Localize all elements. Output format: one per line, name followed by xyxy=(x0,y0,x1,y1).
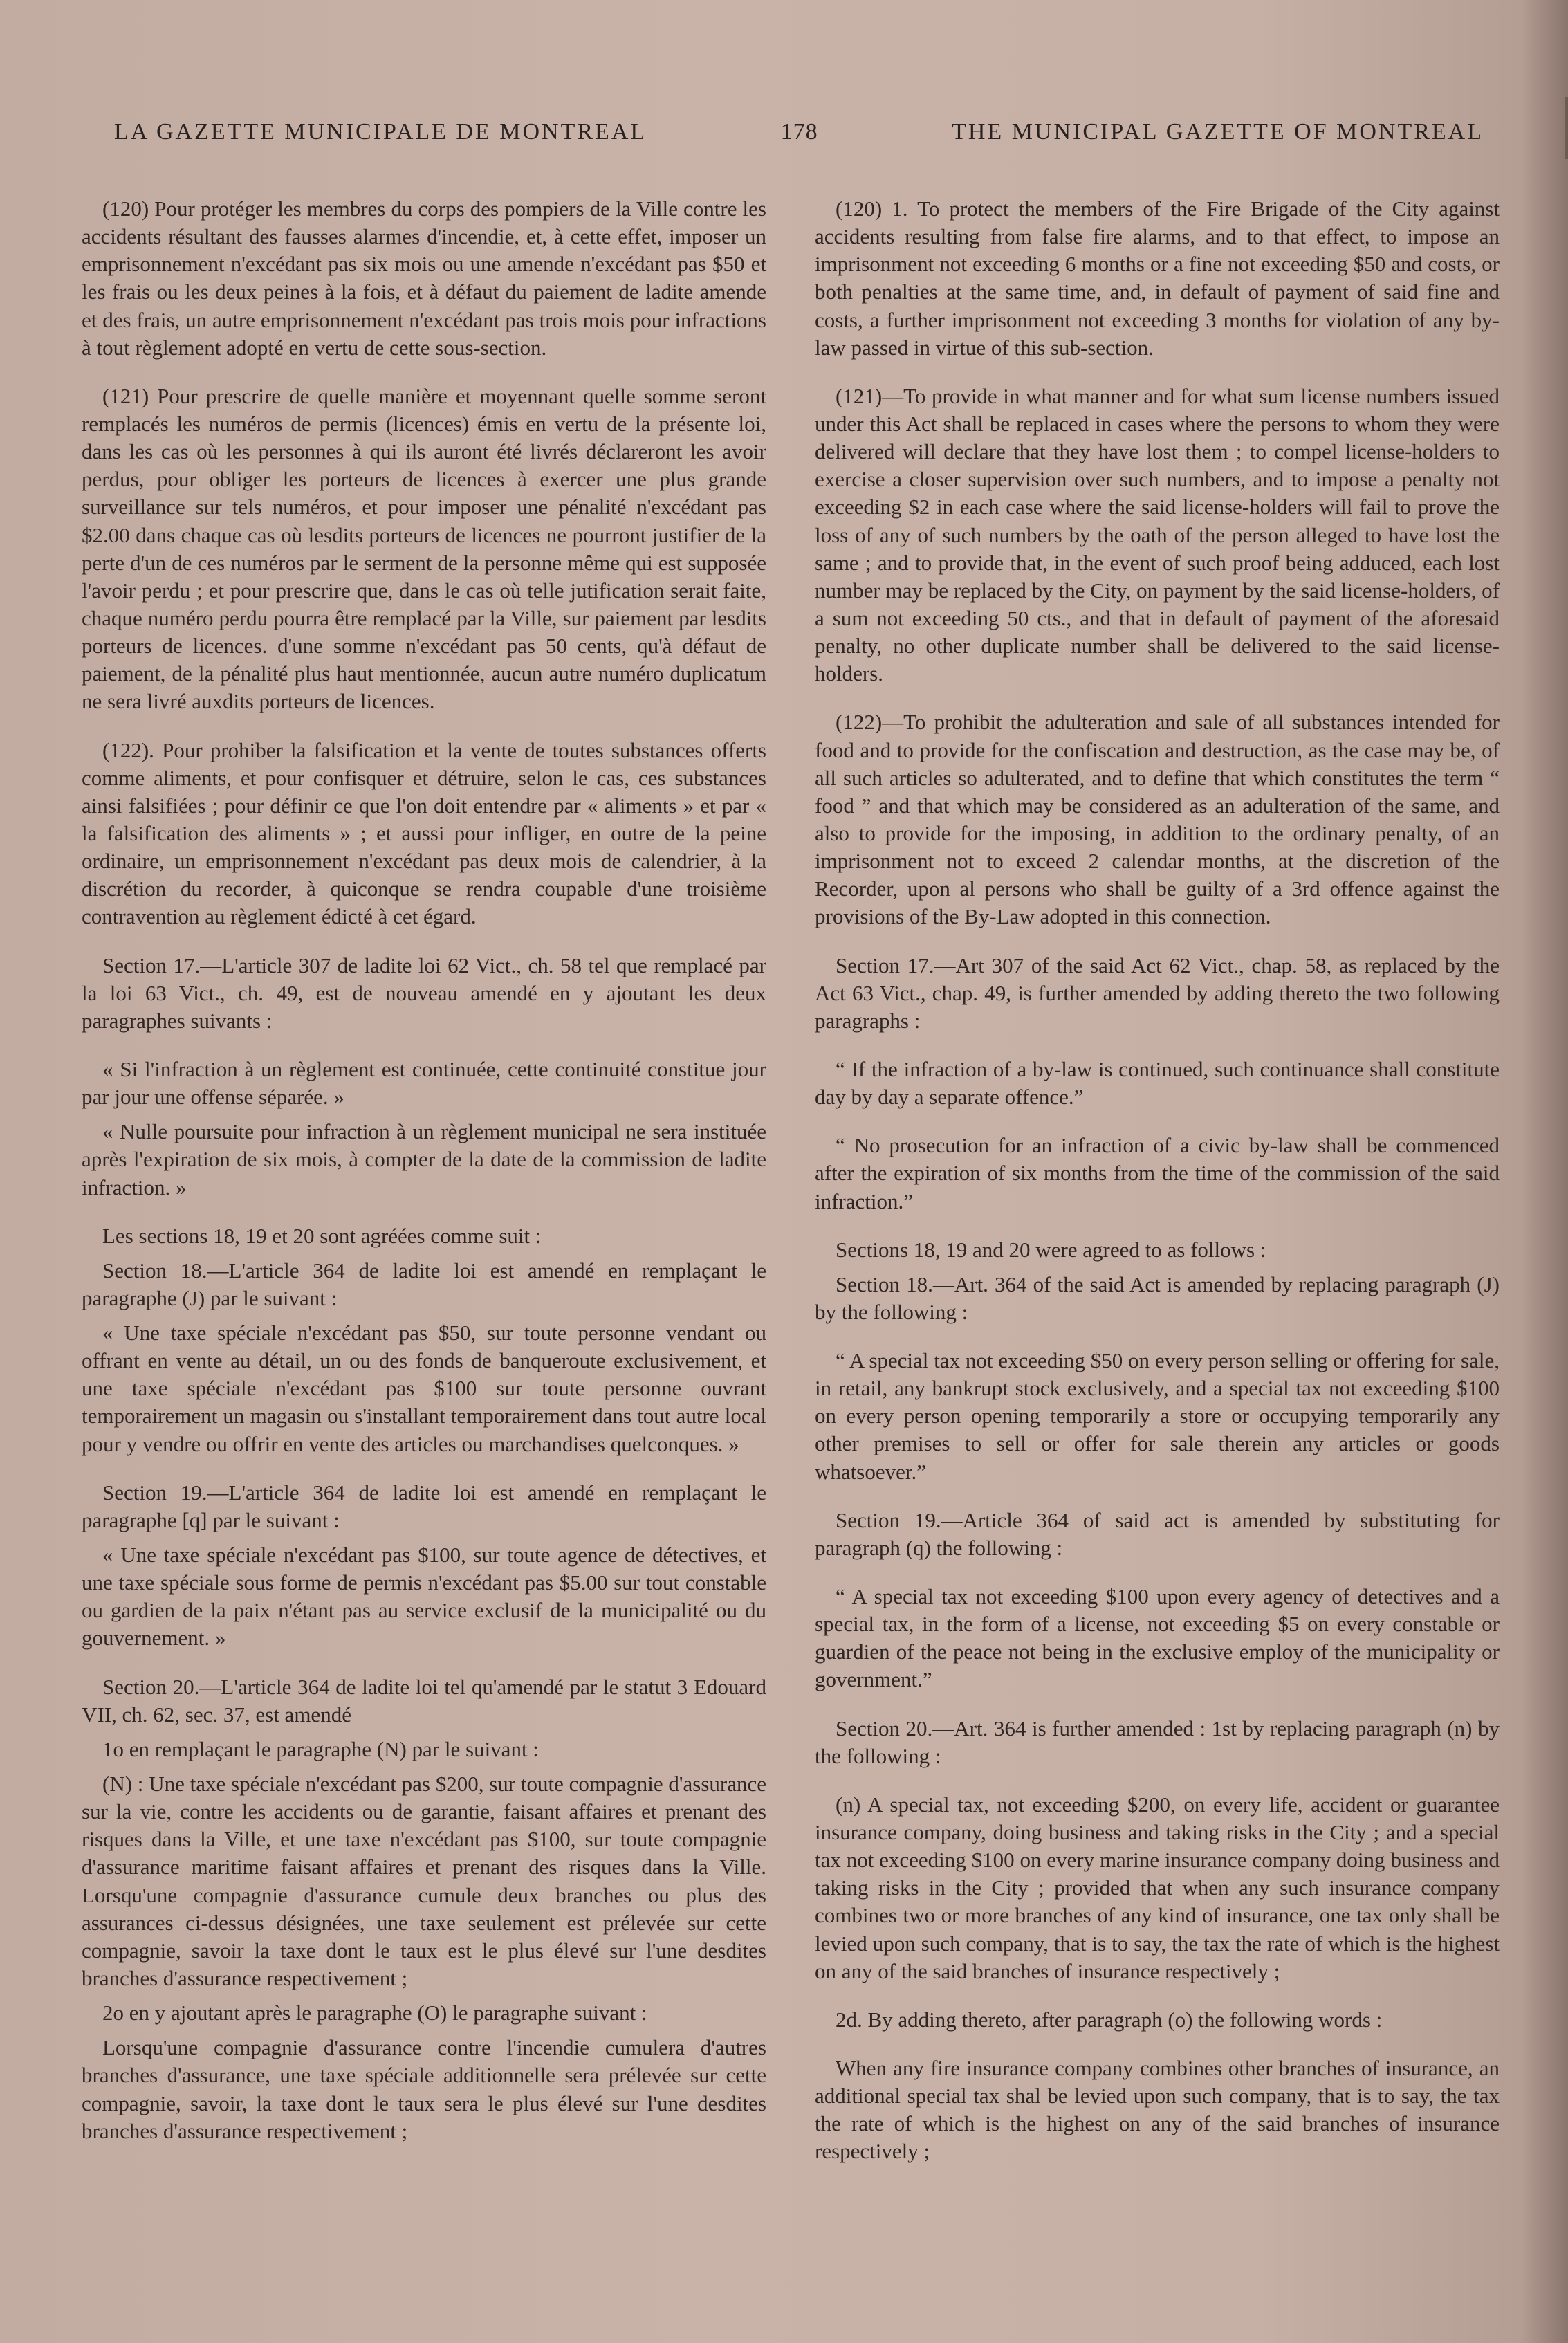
english-section-19: Section 19.—Article 364 of said act is amended by substituting for paragraph (q) the following : xyxy=(815,1507,1500,1560)
french-paragraph-n: (N) : Une taxe spéciale n'excédant pas $200, sur toute compagnie d'assurance sur la vie, contre les accidents ou de garantie, faisant affaires et prenant des risques dans la Ville, et une taxe n'excédant pas $100, sur toute compagnie d'assurance maritime faisant affaires et prenant des risques dans la Ville. Lorsqu'une compagnie d'assurance cumule deux branches ou plus des assurances ci-dessus désignées, une taxe seulement est prélevée sur cette compagnie, savoir la taxe dont le taux est le plus élevé sur l'une desdites branches d'assurance respectivement ; xyxy=(82,1772,766,1991)
english-section-19-text: “ A special tax not exceeding $100 upon every agency of detectives and a special tax, in the form of a license, not exceeding $5 on every constable or guardien of the peace not being in the exclusive employ of the municipality or government.” xyxy=(815,1584,1500,1692)
header-french-title: LA GAZETTE MUNICIPALE DE MONTREAL xyxy=(114,119,647,145)
english-column xyxy=(815,195,1500,2173)
english-fire-insurance: When any fire insurance company combines other branches of insurance, an additional special tax shal be levied upon such company, that is to say, the tax the rate of which is the highest on any of the said branches of insurance respectively ; xyxy=(815,2056,1500,2164)
french-quote-2: « Nulle poursuite pour infraction à un règlement municipal ne sera instituée après l'expiration de six mois, à compter de la date de la commission de ladite infraction. » xyxy=(82,1119,766,1200)
french-sections-intro: Les sections 18, 19 et 20 sont agréées comme suit : xyxy=(102,1223,542,1248)
english-paragraph-122: (122)—To prohibit the adulteration and sale of all substances intended for food and to provide for the confiscation and destruction, as the case may be, of all such articles so adulterated, and to define that which constitutes the term “ food ” and that which may be considered as an adulteration of the same, and also to provide for the imposing, in addition to the ordinary penalty, of an imprisonment not to exceed 2 calendar months, at the discretion of the Recorder, upon al persons who shall be guilty of a 3rd offence against the provisions of the By-Law adopted in this connection. xyxy=(815,710,1500,929)
english-section-17: Section 17.—Art 307 of the said Act 62 Vict., chap. 58, as replaced by the Act 63 Vict., chap. 49, is further amended by adding thereto the two following paragraphs : xyxy=(815,953,1500,1033)
english-section-18-text: “ A special tax not exceeding $50 on every person selling or offering for sale, in retail, any bankrupt stock exclusively, and a special tax not exceeding $100 on every person opening temporarily a store or occupying temporarily any other premises to sell or offer for sale therein any articles or goods whatsoever.” xyxy=(815,1348,1500,1484)
french-paragraph-122: (122). Pour prohiber la falsification et la vente de toutes substances offerts comme aliments, et pour confisquer et détruire, selon le cas, ces substances ainsi falsifiées ; pour définir ce que l'on doit entendre par « aliments » et par « la falsification des aliments » ; et aussi pour infliger, en outre de la peine ordinaire, un emprisonnement n'excédant pas deux mois de calendrier, à la discrétion du recorder, à quiconque se rendra coupable d'une troisième contravention au règlement édicté à cet égard. xyxy=(82,737,766,929)
french-section-20: Section 20.—L'article 364 de ladite loi tel qu'amendé par le statut 3 Edouard VII, ch. 62, sec. 37, est amendé xyxy=(82,1674,766,1727)
french-section-20-item-2: 2o en y ajoutant après le paragraphe (O) le paragraphe suivant : xyxy=(102,2001,647,2025)
header-english-title: THE MUNICIPAL GAZETTE OF MONTREAL xyxy=(952,119,1484,145)
french-fire-insurance: Lorsqu'une compagnie d'assurance contre l'incendie cumulera d'autres branches d'assurance, une taxe spéciale additionnelle sera prélevée sur cette compagnie, savoir, la taxe dont le taux sera le plus élevé sur l'une desdites branches d'assurance respectivement ; xyxy=(82,2035,766,2143)
french-paragraph-120: (120) Pour protéger les membres du corps des pompiers de la Ville contre les accidents résultant des fausses alarmes d'incendie, et, à cette effet, imposer un emprisonnement n'excédant pas six mois ou une amende n'excédant pas $50 et les frais ou les deux peines à la fois, et à défaut du paiement de ladite amende et des frais, un autre emprisonnement n'excédant pas trois mois pour infractions à tout règlement adopté en vertu de cette sous-section. xyxy=(82,196,766,360)
english-paragraph-n: (n) A special tax, not exceeding $200, on every life, accident or guarantee insurance company, doing business and taking risks in the City ; and a special tax not exceeding $100 on every marine insurance company doing business and taking risks in the City ; provided that when any such insurance company combines two or more branches of any kind of insurance, one tax only shall be levied upon such company, that is to say, the tax the rate of which is the highest on any of the said branches of insurance respectively ; xyxy=(815,1792,1500,1983)
french-section-19: Section 19.—L'article 364 de ladite loi est amendé en remplaçant le paragraphe [q] par le suivant : xyxy=(82,1480,766,1532)
english-quote-1: “ If the infraction of a by-law is continued, such continuance shall constitute day by day a separate offence.” xyxy=(815,1056,1500,1110)
page-number: 178 xyxy=(780,119,818,145)
english-section-20: Section 20.—Art. 364 is further amended : 1st by replacing paragraph (n) by the following : xyxy=(815,1716,1500,1768)
margin-mark xyxy=(1565,97,1568,159)
page-header xyxy=(114,119,1484,145)
french-quote-1: « Si l'infraction à un règlement est continuée, cette continuité constitue jour par jour une offense séparée. » xyxy=(82,1056,766,1110)
english-paragraph-121: (121)—To provide in what manner and for what sum license numbers issued under this Act shall be replaced in cases where the persons to whom they were delivered will declare that they have lost them ; to compel license-holders to exercise a closer supervision over such numbers, and to impose a penalty not exceeding $2 in each case where the said license-holders will fail to prove the loss of any of such numbers by the oath of the person alleged to have lost the same ; and to provide that, in the event of such proof being adduced, each lost number may be replaced by the City, on payment by the said license-holders, of a sum not exceeding 50 cts., and that in default of payment of the aforesaid penalty, no other duplicate number shall be delivered to the said license-holders. xyxy=(815,383,1500,686)
french-section-19-text: « Une taxe spéciale n'excédant pas $100, sur toute agence de détectives, et une taxe spéciale sous forme de permis n'excédant pas $5.00 sur tout constable ou gardien de la paix n'étant pas au service exclusif de la municipalité ou du gouvernement. » xyxy=(82,1543,766,1651)
english-section-20-item-2: 2d. By adding thereto, after paragraph (o) the following words : xyxy=(836,2007,1383,2032)
french-section-18-text: « Une taxe spéciale n'excédant pas $50, sur toute personne vendant ou offrant en vente au détail, un ou des fonds de banqueroute exclusivement, et une taxe spéciale n'excédant pas $100 sur toute personne ouvrant temporairement un magasin ou s'installant temporairement dans tout autre local pour y vendre ou offrir en vente des articles ou marchandises quelconques. » xyxy=(82,1321,766,1456)
french-section-18: Section 18.—L'article 364 de ladite loi est amendé en remplaçant le paragraphe (J) par le suivant : xyxy=(82,1258,766,1310)
french-section-20-item-1: 1o en remplaçant le paragraphe (N) par le suivant : xyxy=(102,1736,539,1761)
french-section-17: Section 17.—L'article 307 de ladite loi 62 Vict., ch. 58 tel que remplacé par la loi 63 Vict., ch. 49, est de nouveau amendé en y ajoutant les deux paragraphes suivants : xyxy=(82,953,766,1033)
english-quote-2: “ No prosecution for an infraction of a civic by-law shall be commenced after the expiration of six months from the time of the commission of the said infraction.” xyxy=(815,1133,1500,1213)
english-section-18: Section 18.—Art. 364 of the said Act is amended by replacing paragraph (J) by the following : xyxy=(815,1271,1500,1324)
french-paragraph-121: (121) Pour prescrire de quelle manière et moyennant quelle somme seront remplacés les numéros de permis (licences) émis en vertu de la présente loi, dans les cas où les personnes à qui ils auront été livrés déclareront les avoir perdus, pour obliger les porteurs de licences à exercer une plus grande surveillance sur tels numéros, et pour imposer une pénalité n'excédant pas $2.00 dans chaque cas où lesdits porteurs de licences ne pourront justifier de la perte d'un de ces numéros par le serment de la personne même qui est supposée l'avoir perdu ; et pour prescrire que, dans le cas où telle jutification serait faite, chaque numéro perdu pourra être remplacé par la Ville, sur paiement par lesdits porteurs de licences. d'une somme n'excédant pas 50 cents, qu'à défaut de paiement, de la pénalité plus haut mentionnée, aucun autre numéro duplicatum ne sera livré auxdits porteurs de licences. xyxy=(82,383,766,714)
french-column xyxy=(82,195,766,2152)
english-sections-intro: Sections 18, 19 and 20 were agreed to as follows : xyxy=(836,1237,1266,1262)
english-paragraph-120: (120) 1. To protect the members of the Fire Brigade of the City against accidents resulting from false fire alarms, and to that effect, to impose an imprisonment not exceeding 6 months or a fine not exceeding $50 and costs, or both penalties at the same time, and, in default of payment of said fine and costs, a further imprisonment not exceeding 3 months for violation of any by-law passed in virtue of this sub-section. xyxy=(815,196,1500,360)
